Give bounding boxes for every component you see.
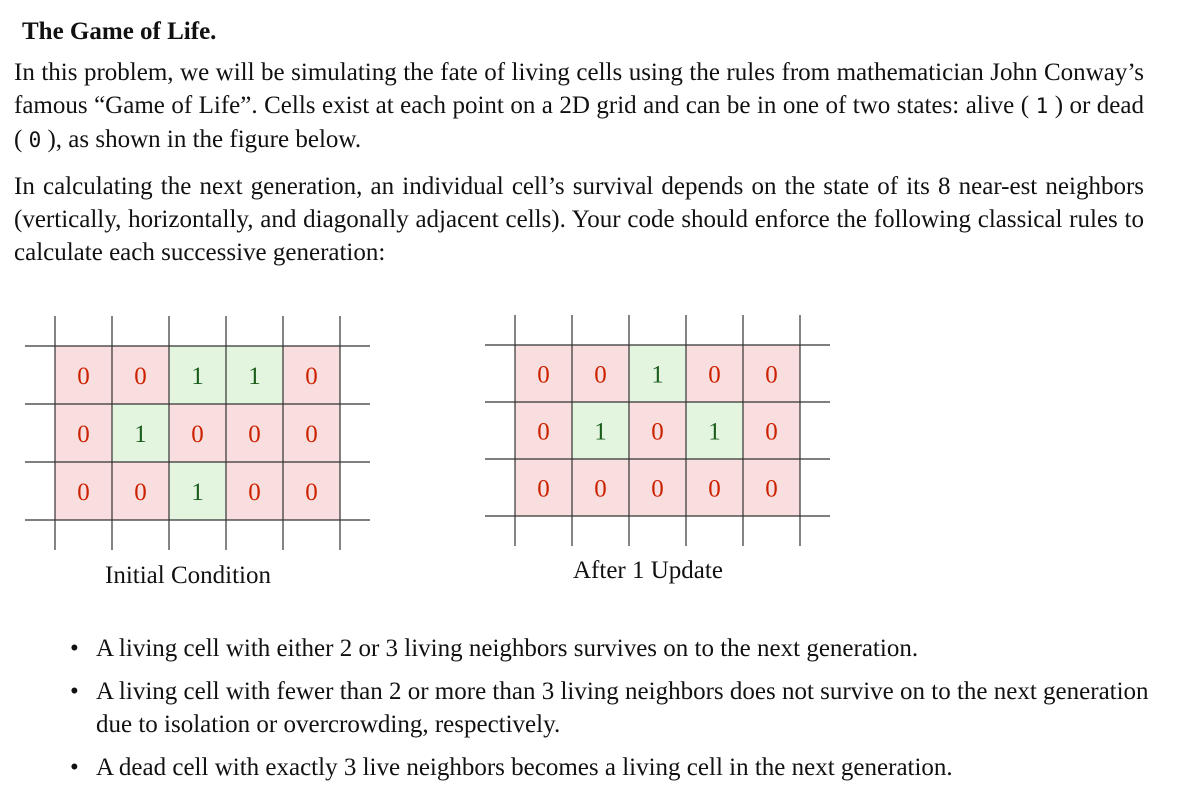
cell-value: 0 [248,421,261,448]
cell-value: 0 [765,475,778,503]
cell-value: 0 [77,479,90,506]
cell-value: 0 [134,363,147,390]
intro-text-start: In this problem, we will be simulating the fate of living cells using the rules from mathematician John Conway’s famous “Game of Life”. Cells exist at each point on a 2D grid and can be in one of two states: alive ( [14,59,1144,119]
cell-value: 1 [651,361,664,389]
page-title: The Game of Life. [22,18,217,45]
rule-item [60,632,1160,665]
cell-value: 0 [305,363,318,390]
cell-value: 0 [765,361,778,389]
after-update-caption: After 1 Update [573,557,723,584]
cell-value: 0 [594,475,607,503]
cell-value: 0 [305,421,318,448]
alive-value: 1 [1035,94,1049,118]
cell-value: 1 [191,363,204,390]
bullet: • [70,754,79,781]
rules-list [60,632,1160,794]
cell-value: 0 [77,421,90,448]
cell-value: 0 [537,475,550,503]
cell-value: 0 [594,361,607,389]
cell-value: 1 [594,418,607,446]
rule-item [60,675,1160,741]
cell-value: 1 [708,418,721,446]
cell-value: 0 [191,421,204,448]
cell-value: 0 [708,361,721,389]
cell-value: 0 [537,361,550,389]
cell-value: 0 [651,418,664,446]
initial-condition-caption: Initial Condition [105,562,271,589]
dead-value: 0 [28,128,42,152]
rule-text: A dead cell with exactly 3 live neighbors becomes a living cell in the next generation. [96,754,953,781]
cell-value: 0 [537,418,550,446]
rule-item [60,751,1160,784]
cell-value: 1 [191,479,204,506]
bullet: • [70,635,79,662]
cell-value: 0 [77,363,90,390]
cell-value: 0 [708,475,721,503]
intro-text-middle: ) or dead ( [14,92,1144,153]
cell-value: 0 [248,479,261,506]
cell-value: 0 [651,475,664,503]
after-update-grid [485,315,830,546]
cell-value: 0 [305,479,318,506]
intro-text-end: ), as shown in the figure below. [41,126,362,153]
rule-text: A living cell with either 2 or 3 living neighbors survives on to the next generation. [96,635,919,662]
cell-value: 0 [134,479,147,506]
initial-condition-grid [25,316,370,550]
cell-value: 1 [134,421,147,448]
cell-value: 0 [765,418,778,446]
cell-value: 1 [248,363,261,390]
rules-intro-paragraph: In calculating the next generation, an individual cell’s survival depends on the state of its 8 near-est neighbors (vertically, horizontally, and diagonally adjacent cells). Your code should enforce the following classical rules to calculate each successive generation: [14,173,1144,266]
bullet: • [70,678,79,705]
rule-text: A living cell with fewer than 2 or more than 3 living neighbors does not survive on to the next generation due to isolation or overcrowding, respectively. [96,678,1149,738]
